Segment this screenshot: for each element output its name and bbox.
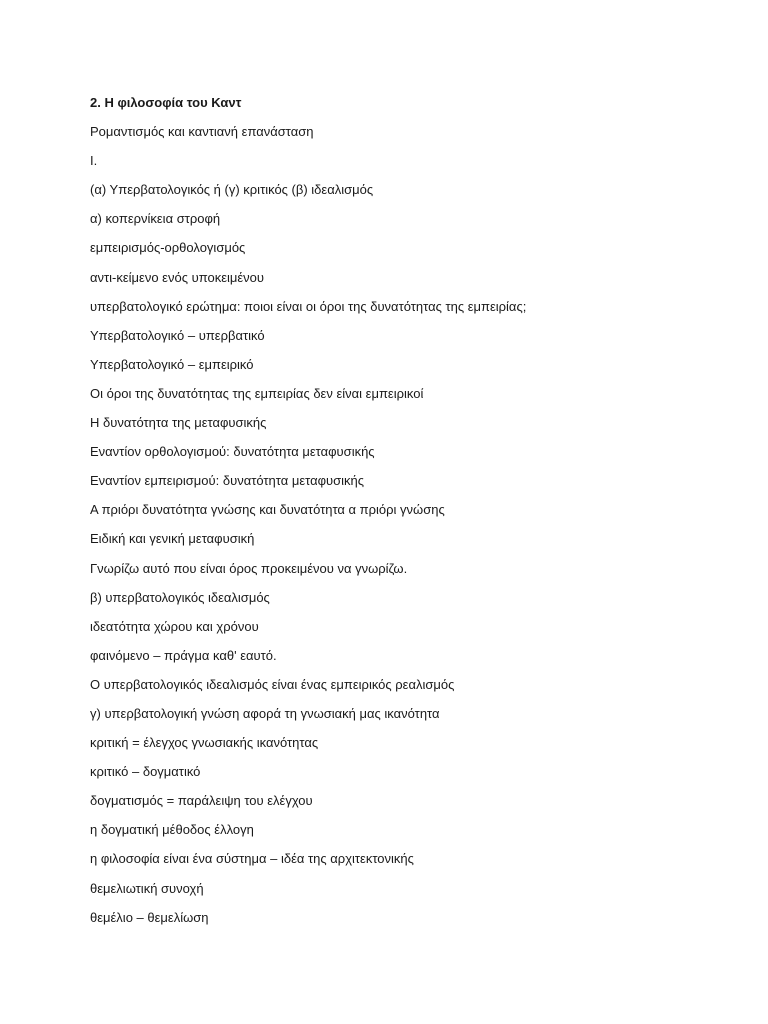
text-line: α) κοπερνίκεια στροφή — [90, 211, 221, 227]
text-line: Ρομαντισμός και καντιανή επανάσταση — [90, 124, 314, 140]
text-line: η δογματική μέθοδος έλλογη — [90, 822, 254, 838]
text-line: κριτικό – δογματικό — [90, 764, 201, 780]
text-line: Α πριόρι δυνατότητα γνώσης και δυνατότητα α πριόρι γνώσης — [90, 502, 445, 518]
text-line: Γνωρίζω αυτό που είναι όρος προκειμένου να γνωρίζω. — [90, 560, 408, 576]
document-body — [90, 93, 730, 937]
text-line: θεμέλιο – θεμελίωση — [90, 909, 209, 925]
text-line: Υπερβατολογικό – εμπειρικό — [90, 356, 254, 372]
text-line: β) υπερβατολογικός ιδεαλισμός — [90, 589, 270, 605]
text-line: αντι-κείμενο ενός υποκειμένου — [90, 269, 265, 285]
text-line: θεμελιωτική συνοχή — [90, 880, 204, 896]
text-line: γ) υπερβατολογική γνώση αφορά τη γνωσιακή μας ικανότητα — [90, 705, 440, 721]
text-line: υπερβατολογικό ερώτημα: ποιοι είναι οι όροι της δυνατότητας της εμπειρίας; — [90, 298, 527, 314]
text-line: Ο υπερβατολογικός ιδεαλισμός είναι ένας εμπειρικός ρεαλισμός — [90, 676, 455, 692]
text-line: δογματισμός = παράλειψη του ελέγχου — [90, 793, 313, 809]
text-line: Η δυνατότητα της μεταφυσικής — [90, 415, 267, 431]
text-line: εμπειρισμός-ορθολογισμός — [90, 240, 246, 256]
section-heading: 2. Η φιλοσοφία του Καντ — [90, 95, 242, 110]
text-line: Εναντίον ορθολογισμού: δυνατότητα μεταφυσικής — [90, 444, 375, 460]
text-line: Ειδική και γενική μεταφυσική — [90, 531, 255, 547]
text-line: φαινόμενο – πράγμα καθ' εαυτό. — [90, 647, 277, 663]
text-line: κριτική = έλεγχος γνωσιακής ικανότητας — [90, 735, 319, 751]
text-line: Οι όροι της δυνατότητας της εμπειρίας δεν είναι εμπειρικοί — [90, 385, 424, 401]
text-line: η φιλοσοφία είναι ένα σύστημα – ιδέα της αρχιτεκτονικής — [90, 851, 414, 867]
text-line: Ι. — [90, 153, 98, 169]
text-line: Εναντίον εμπειρισμού: δυνατότητα μεταφυσικής — [90, 473, 365, 489]
text-line: (α) Υπερβατολογικός ή (γ) κριτικός (β) ιδεαλισμός — [90, 182, 374, 198]
text-line: Υπερβατολογικό – υπερβατικό — [90, 327, 265, 343]
text-line: ιδεατότητα χώρου και χρόνου — [90, 618, 259, 634]
